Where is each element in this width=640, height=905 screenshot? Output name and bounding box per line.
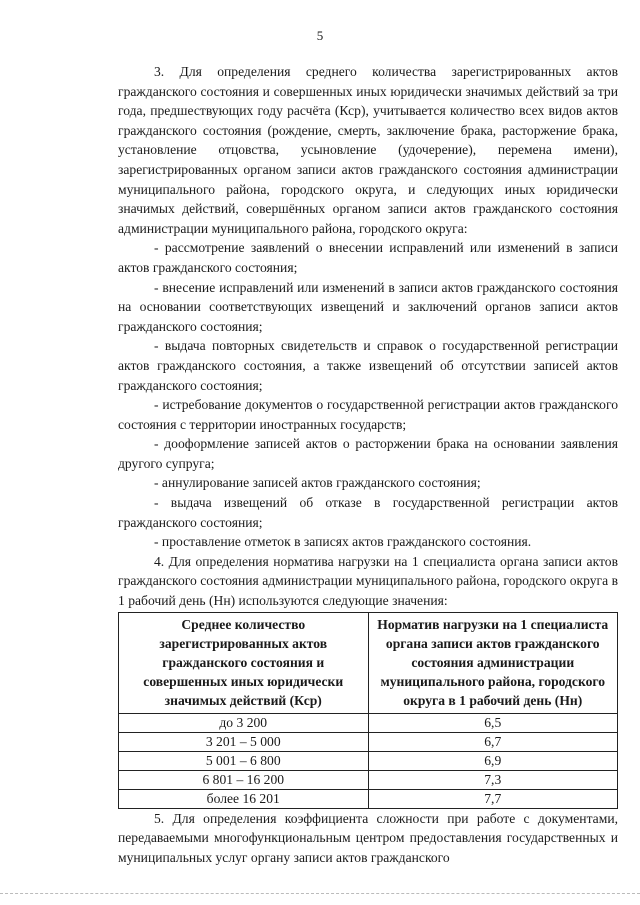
page-number: 5 bbox=[316, 28, 324, 43]
table-cell-value: 6,5 bbox=[368, 713, 618, 732]
table-row bbox=[119, 789, 618, 808]
table-cell-range: более 16 201 bbox=[119, 789, 369, 808]
paragraph-item-4: 4. Для определения норматива нагрузки на 1 специалиста органа записи актов гражданского состояния администрации муниципального района, городского округа в 1 рабочий день (Нн) используются следующие значения: bbox=[118, 553, 618, 609]
table-header-row bbox=[119, 612, 618, 713]
list-item: - проставление отметок в записях актов гражданского состояния. bbox=[154, 534, 532, 550]
list-item: - истребование документов о государственной регистрации актов гражданского состояния с территории иностранных государств; bbox=[118, 397, 618, 432]
table-cell-range: 6 801 – 16 200 bbox=[119, 770, 369, 789]
table-cell-value: 7,7 bbox=[368, 789, 618, 808]
list-item: - выдача повторных свидетельств и справок о государственной регистрации актов гражданского состояния, а также извещений об отсутствии записей актов гражданского состояния; bbox=[118, 338, 618, 393]
table-header-right: Норматив нагрузки на 1 специалиста органа записи актов гражданского состояния администрации муниципального района, городского округа в 1 рабочий день (Нн) bbox=[368, 612, 618, 713]
table-cell-range: до 3 200 bbox=[119, 713, 369, 732]
paragraph-item-5: 5. Для определения коэффициента сложности при работе с документами, передаваемыми многофункциональным центром предоставления государственных и муниципальных услуг органу записи актов гражданского bbox=[118, 810, 618, 865]
list-item: - рассмотрение заявлений о внесении исправлений или изменений в записи актов гражданского состояния; bbox=[118, 240, 618, 275]
document-body bbox=[118, 62, 618, 867]
table-row bbox=[119, 732, 618, 751]
list-item: - выдача извещений об отказе в государственной регистрации актов гражданского состояния; bbox=[118, 495, 618, 530]
norms-table bbox=[118, 612, 618, 809]
table-cell-range: 3 201 – 5 000 bbox=[119, 732, 369, 751]
table-cell-value: 6,9 bbox=[368, 751, 618, 770]
paragraph-item-3: 3. Для определения среднего количества зарегистрированных актов гражданского состояния и совершенных иных юридически значимых действий за три года, предшествующих году расчёта (Кср), учитывается количество всех видов актов гражданского состояния (рождение, смерть, заключение брака, расторжение брака, установление отцовства, усыновление (удочерение), перемена имени), зарегистрированных органом записи актов гражданского состояния администрации муниципального района, городского округа, и следующих иных юридически значимых действий, совершённых органом записи актов гражданского состояния администрации муниципального района, городского округа: bbox=[118, 64, 618, 236]
page-bottom-divider bbox=[0, 893, 640, 894]
table-row bbox=[119, 751, 618, 770]
table-cell-value: 6,7 bbox=[368, 732, 618, 751]
table-cell-range: 5 001 – 6 800 bbox=[119, 751, 369, 770]
table-row bbox=[119, 770, 618, 789]
list-item: - дооформление записей актов о расторжении брака на основании заявления другого супруга; bbox=[118, 436, 618, 471]
table-header-left: Среднее количество зарегистрированных актов гражданского состояния и совершенных иных юридически значимых действий (Кср) bbox=[119, 612, 369, 713]
list-item: - аннулирование записей актов гражданского состояния; bbox=[154, 475, 481, 491]
table-row bbox=[119, 713, 618, 732]
list-item: - внесение исправлений или изменений в записи актов гражданского состояния на основании соответствующих извещений и заключений органов записи актов гражданского состояния; bbox=[118, 279, 618, 334]
table-cell-value: 7,3 bbox=[368, 770, 618, 789]
